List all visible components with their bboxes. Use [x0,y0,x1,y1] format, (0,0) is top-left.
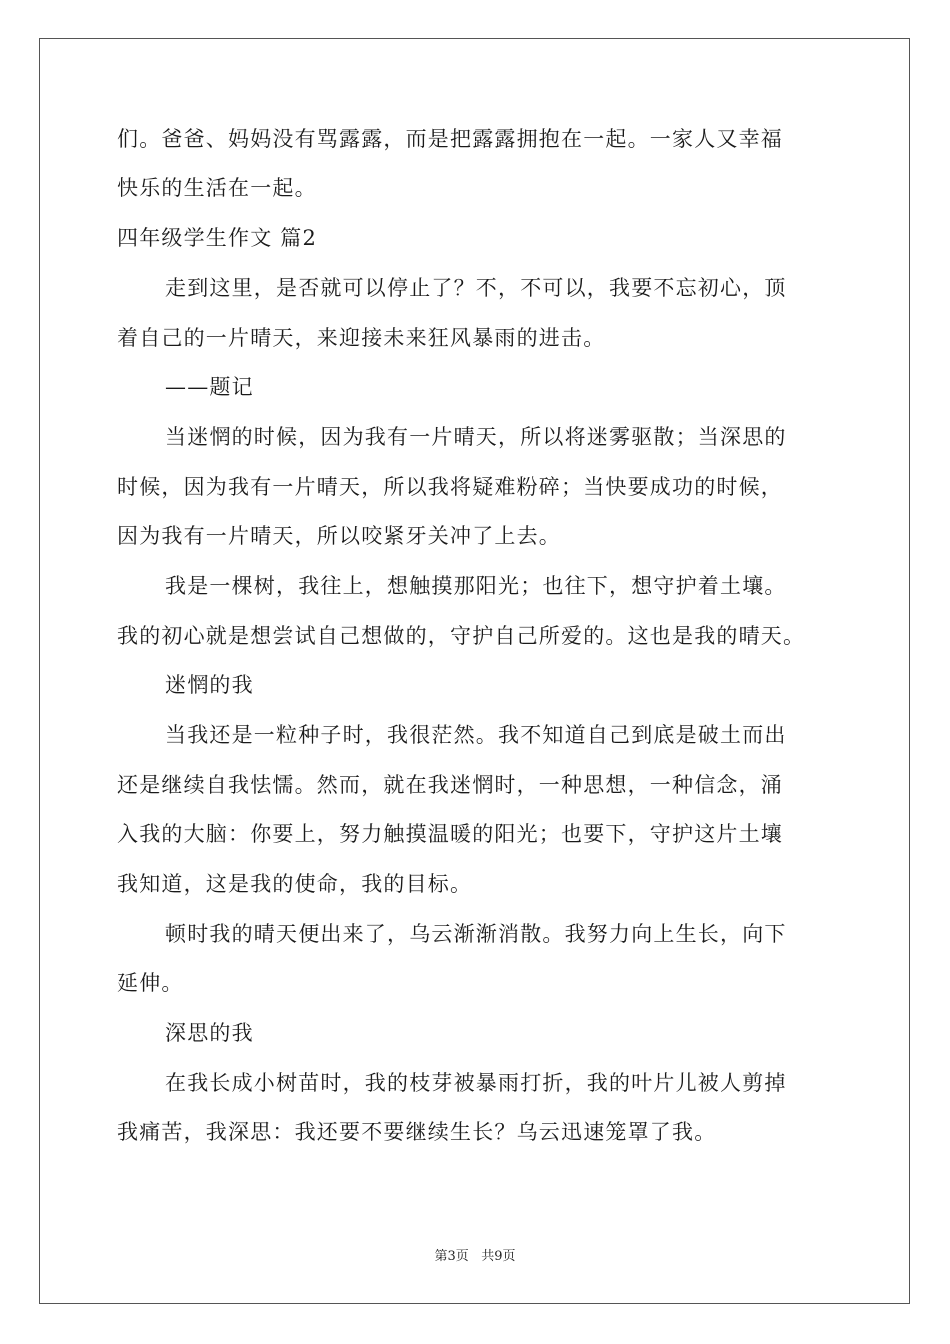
text-line: 当迷惘的时候，因为我有一片晴天，所以将迷雾驱散；当深思的 [165,425,787,449]
page-total: 共9页 [481,1249,516,1264]
text-line: 顿时我的晴天便出来了，乌云渐渐消散。我努力向上生长，向下 [165,922,787,946]
page-number: 第3页 [434,1249,469,1264]
text-line: 我知道，这是我的使命，我的目标。 [117,872,473,896]
text-line: 还是继续自我怯懦。然而，就在我迷惘时，一种思想，一种信念，涌 [117,773,783,797]
text-line: 当我还是一粒种子时，我很茫然。我不知道自己到底是破土而出 [165,723,787,747]
page-footer [0,1248,950,1266]
text-line: 我的初心就是想尝试自己想做的，守护自己所爱的。这也是我的晴天。 [117,624,806,648]
text-line: 我痛苦，我深思：我还要不要继续生长？乌云迅速笼罩了我。 [117,1120,717,1144]
text-line: 走到这里，是否就可以停止了？不，不可以，我要不忘初心，顶 [165,276,787,300]
subheading: 深思的我 [165,1021,254,1045]
text-line: 因为我有一片晴天，所以咬紧牙关冲了上去。 [117,524,561,548]
text-line: 快乐的生活在一起。 [117,176,317,200]
section-heading: 四年级学生作文 篇2 [117,226,318,250]
text-line: 们。爸爸、妈妈没有骂露露，而是把露露拥抱在一起。一家人又幸福 [117,127,783,151]
subheading: 迷惘的我 [165,673,254,697]
epigraph-attribution: ——题记 [165,375,254,399]
text-line: 着自己的一片晴天，来迎接未来狂风暴雨的进击。 [117,326,606,350]
text-line: 在我长成小树苗时，我的枝芽被暴雨打折，我的叶片儿被人剪掉 [165,1071,787,1095]
text-line: 我是一棵树，我往上，想触摸那阳光；也往下，想守护着土壤。 [165,574,787,598]
text-line: 入我的大脑：你要上，努力触摸温暖的阳光；也要下，守护这片土壤 [117,822,783,846]
text-line: 延伸。 [117,971,184,995]
text-line: 时候，因为我有一片晴天，所以我将疑难粉碎；当快要成功的时候， [117,475,783,499]
